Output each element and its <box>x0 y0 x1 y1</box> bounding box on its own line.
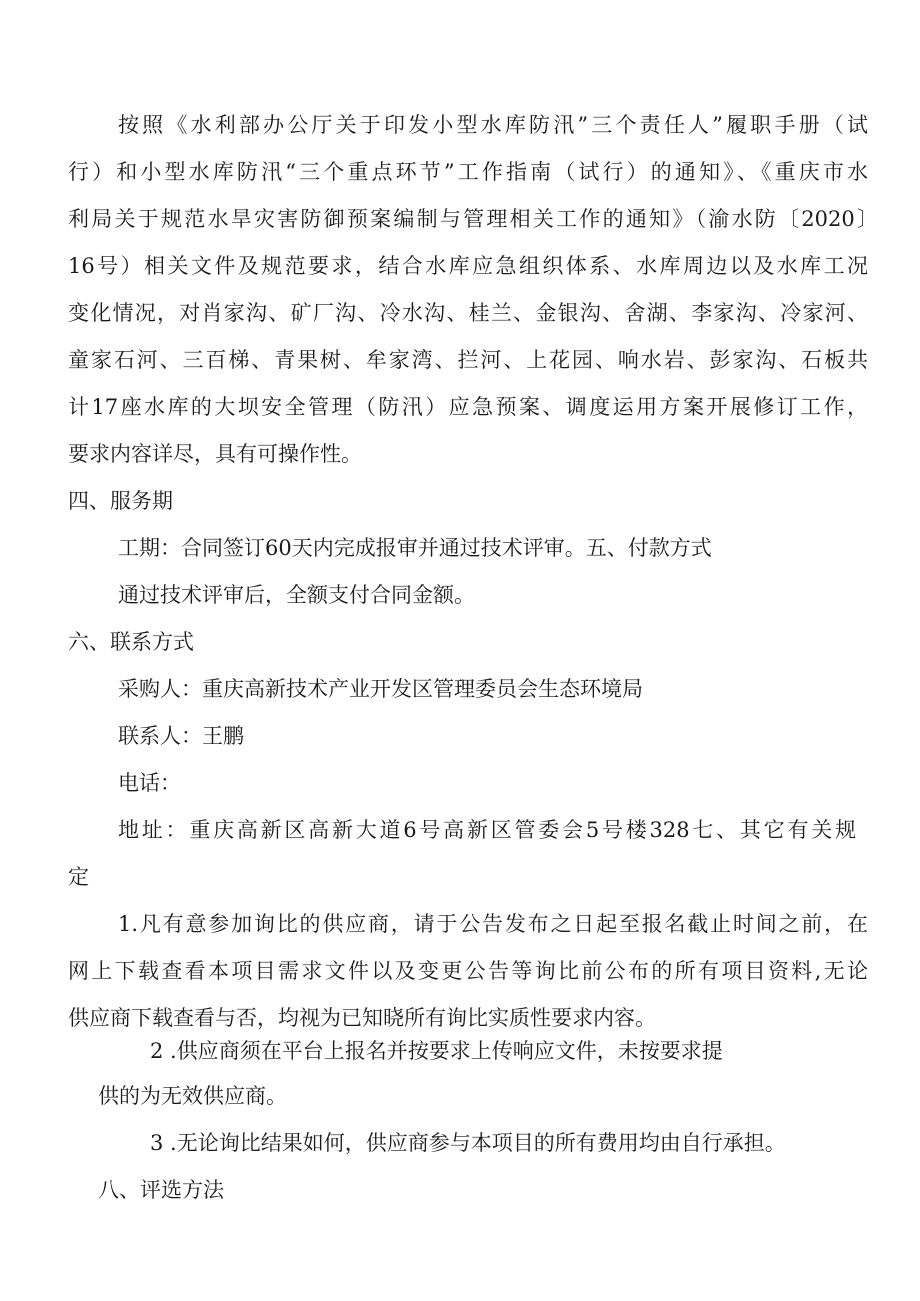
rule-item-3: 3 .无论询比结果如何，供应商参与本项目的所有费用均由自行承担。 <box>150 1131 786 1155</box>
rule-item-1-line-1: 1.凡有意参加询比的供应商，请于公告发布之日起至报名截止时间之前，在 <box>118 912 868 936</box>
scope-paragraph-line-6: 童家石河、三百梯、青果树、牟家湾、拦河、上花园、响水岩、彭家沟、石板共 <box>68 348 868 372</box>
evaluation-heading: 八、评选方法 <box>98 1178 224 1202</box>
contact-person: 联系人：王鹏 <box>118 724 244 748</box>
scope-paragraph-line-4: 16号）相关文件及规范要求，结合水库应急组织体系、水库周边以及水库工况 <box>68 254 868 278</box>
payment-terms: 通过技术评审后，全额支付合同金额。 <box>118 583 475 607</box>
contact-phone: 电话： <box>118 771 181 795</box>
scope-paragraph-line-7: 计17座水库的大坝安全管理（防汛）应急预案、调度运用方案开展修订工作， <box>68 395 868 419</box>
contact-address-line-2: 定 <box>68 865 89 889</box>
rule-item-2-line-1: 2 .供应商须在平台上报名并按要求上传响应文件，未按要求提 <box>150 1039 723 1063</box>
scope-paragraph-line-2: 行）和小型水库防汛“三个重点环节”工作指南（试行）的通知》、《重庆市水 <box>68 160 868 184</box>
scope-paragraph-line-8: 要求内容详尽，具有可操作性。 <box>68 442 362 466</box>
rule-item-1-line-2: 网上下载查看本项目需求文件以及变更公告等询比前公布的所有项目资料,无论 <box>68 959 868 983</box>
contact-purchaser: 采购人：重庆高新技术产业开发区管理委员会生态环境局 <box>118 677 643 701</box>
scope-paragraph-line-5: 变化情况，对肖家沟、矿厂沟、冷水沟、桂兰、金银沟、舍湖、李家沟、冷家河、 <box>68 301 868 325</box>
service-period-heading: 四、服务期 <box>68 489 173 513</box>
contact-heading: 六、联系方式 <box>68 630 194 654</box>
service-period-line: 工期：合同签订60天内完成报审并通过技术评审。五、付款方式 <box>118 536 712 560</box>
contact-address-line-1: 地址：重庆高新区高新大道6号高新区管委会5号楼328七、其它有关规 <box>118 818 856 842</box>
scope-paragraph-line-1: 按照《水利部办公厅关于印发小型水库防汛”三个责任人”履职手册（试 <box>118 113 868 137</box>
rule-item-2-line-2: 供的为无效供应商。 <box>98 1084 287 1108</box>
scope-paragraph-line-3: 利局关于规范水旱灾害防御预案编制与管理相关工作的通知》（渝水防〔2020〕 <box>68 207 878 231</box>
rule-item-1-line-3: 供应商下载查看与否，均视为已知晓所有询比实质性要求内容。 <box>68 1006 656 1030</box>
